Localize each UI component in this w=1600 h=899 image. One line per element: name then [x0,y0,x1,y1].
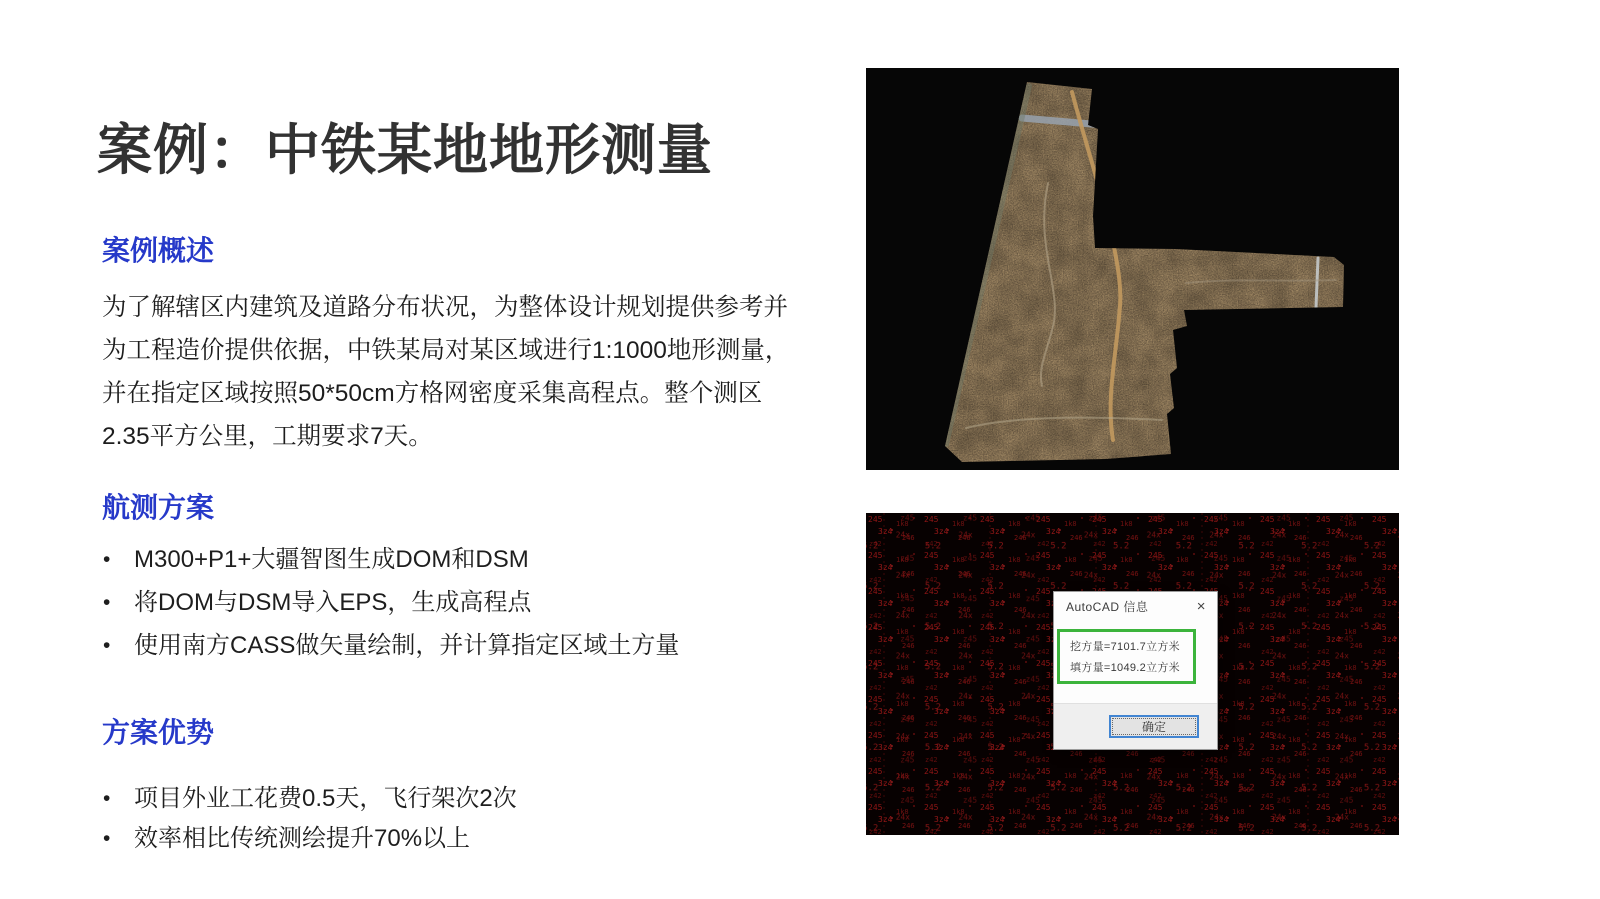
advantage-bullet-item: • 效率相比传统测绘提升70%以上 [100,825,517,852]
overview-paragraph [102,286,789,458]
plan-bullet-item: • 将DOM与DSM导入EPS，生成高程点 [100,589,679,616]
page-title: 案例：中铁某地地形测量 [97,119,714,181]
dialog-footer [1054,703,1217,749]
dialog-title: AutoCAD 信息 [1066,600,1149,614]
advantages-bullet-list [100,785,517,865]
cut-volume-text: 挖方量=7101.7立方米 [1070,640,1180,653]
orthophoto-figure [866,68,1399,470]
section-heading-advantages: 方案优势 [102,717,215,748]
overview-line: 2.35平方公里，工期要求7天。 [102,423,433,450]
ok-button[interactable]: 确定 [1109,715,1199,738]
dialog-titlebar [1054,592,1217,621]
section-heading-overview: 案例概述 [102,235,215,266]
overview-line: 为了解辖区内建筑及道路分布状况，为整体设计规划提供参考并 [102,294,788,321]
advantage-bullet-item: • 项目外业工花费0.5天，飞行架次2次 [100,785,517,812]
cad-drawing-figure [866,513,1399,835]
plan-bullet-item: • M300+P1+大疆智图生成DOM和DSM [100,546,679,573]
autocad-dialog [1054,592,1217,749]
close-icon[interactable]: × [1196,598,1206,615]
volume-result-box [1057,629,1196,684]
orthophoto-image [866,68,1399,470]
overview-line: 为工程造价提供依据，中铁某局对某区域进行1:1000地形测量， [102,337,790,364]
fill-volume-text: 填方量=1049.2立方米 [1070,662,1180,675]
section-heading-plan: 航测方案 [102,492,215,523]
overview-line: 并在指定区域按照50*50cm方格网密度采集高程点。整个测区 [102,380,763,407]
plan-bullet-list [100,546,679,675]
plan-bullet-item: • 使用南方CASS做矢量绘制，并计算指定区域土方量 [100,632,679,659]
